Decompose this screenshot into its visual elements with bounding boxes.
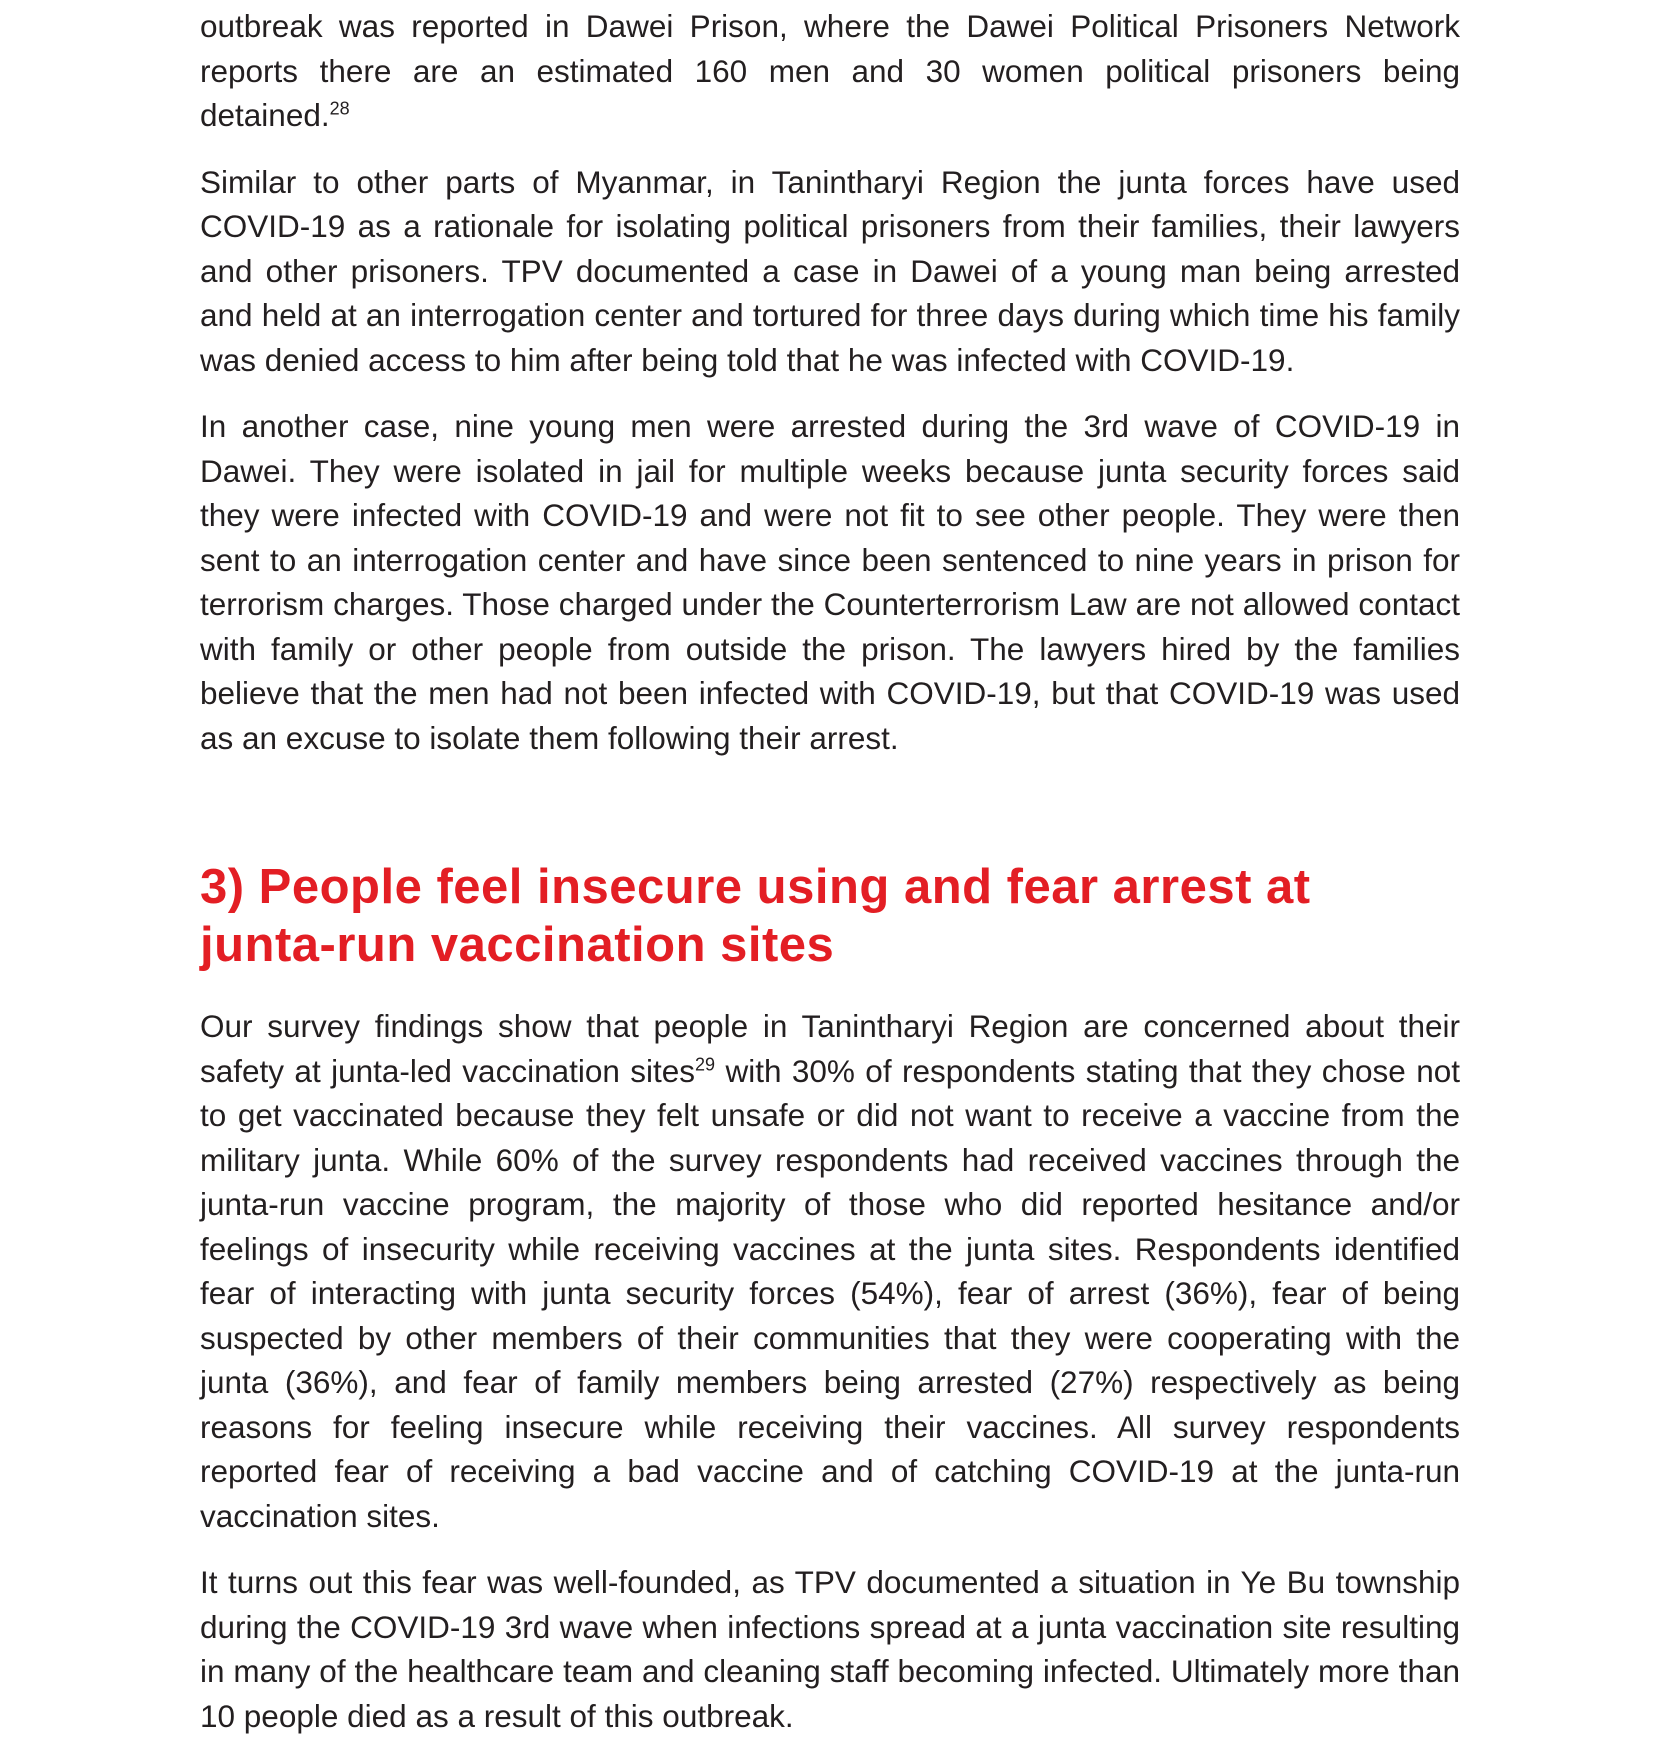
paragraph-text: outbreak was reported in Dawei Prison, where the Dawei Political Prisoners Network reports there are an estimated 160 men and 30 women political prisoners being detained. [200, 8, 1460, 133]
paragraph-dawei-prison [200, 4, 1460, 138]
paragraph-survey-findings [200, 1004, 1460, 1538]
footnote-ref-28[interactable]: 28 [329, 98, 350, 119]
document-page [200, 4, 1460, 1760]
footnote-ref-29[interactable]: 29 [695, 1054, 716, 1074]
paragraph-ye-bu-outbreak: It turns out this fear was well-founded, as TPV documented a situation in Ye Bu township during the COVID-19 3rd wave when infections spread at a junta vaccination site resulting in many of the healthcare team and cleaning staff becoming infected. Ultimately more than 10 people died as a result of this outbreak. [200, 1564, 1460, 1734]
paragraph-isolation-rationale: Similar to other parts of Myanmar, in Tanintharyi Region the junta forces have used COVID-19 as a rationale for isolating political prisoners from their families, their lawyers and other prisoners. TPV documented a case in Dawei of a young man being arrested and held at an interrogation center and tortured for three days during which time his family was denied access to him after being told that he was infected with COVID-19. [200, 163, 1460, 378]
paragraph-text: Our survey findings show that people in Tanintharyi Region are concerned about their safety at junta-led vaccination sites [200, 1008, 1460, 1089]
section-heading: 3) People feel insecure using and fear arrest at junta-run vaccination sites [200, 860, 1311, 972]
paragraph-text-continued: with 30% of respondents stating that they chose not to get vaccinated because they felt unsafe or did not want to receive a vaccine from the military junta. While 60% of the survey respondents had received vaccines through the junta-run vaccine program, the majority of those who did reported hesitance and/or feelings of insecurity while receiving vaccines at the junta sites. Respondents identified fear of interacting with junta security forces (54%), fear of arrest (36%), fear of being suspected by other members of their communities that they were cooperating with the junta (36%), and fear of family members being arrested (27%) respectively as being reasons for feeling insecure while receiving their vaccines. All survey respondents reported fear of receiving a bad vaccine and of catching COVID-19 at the junta-run vaccination sites. [200, 1052, 1460, 1534]
paragraph-nine-young-men: In another case, nine young men were arrested during the 3rd wave of COVID-19 in Dawei. They were isolated in jail for multiple weeks because junta security forces said they were infected with COVID-19 and were not fit to see other people. They were then sent to an interrogation center and have since been sentenced to nine years in prison for terrorism charges. Those charged under the Counterterrorism Law are not allowed contact with family or other people from outside the prison. The lawyers hired by the families believe that the men had not been infected with COVID-19, but that COVID-19 was used as an excuse to isolate them following their arrest. [200, 408, 1460, 756]
